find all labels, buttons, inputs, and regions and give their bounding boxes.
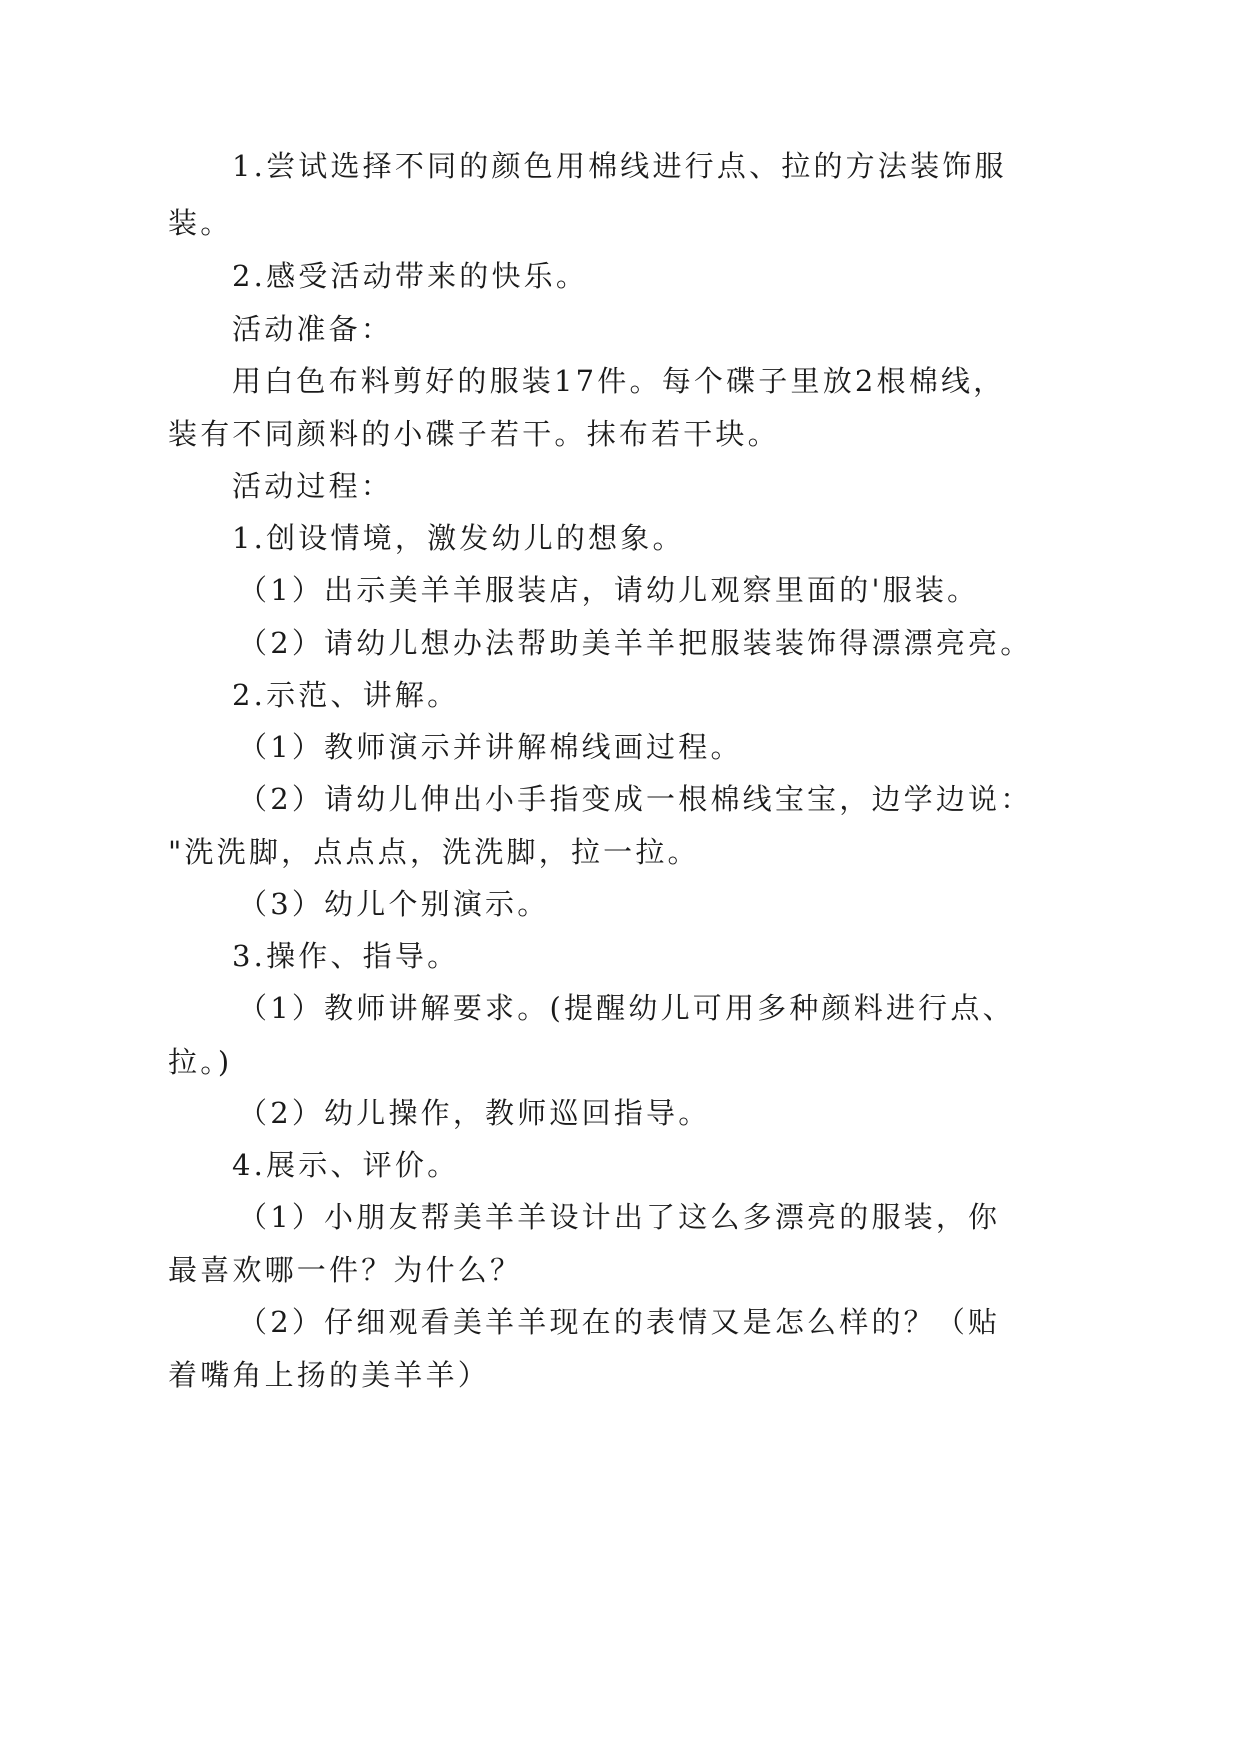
text-line: （2）请幼儿伸出小手指变成一根棉线宝宝，边学边说： (238, 782, 1033, 816)
text-line: 最喜欢哪一件？为什么？ (168, 1253, 523, 1287)
section-heading: 活动准备： (232, 312, 394, 346)
text-line: 2.感受活动带来的快乐。 (232, 259, 589, 293)
text-line: 3.操作、指导。 (232, 939, 460, 973)
text-line: （2）仔细观看美羊羊现在的表情又是怎么样的？（贴 (238, 1305, 1001, 1339)
section-heading: 活动过程： (232, 469, 394, 503)
text-line: 着嘴角上扬的美羊羊） (168, 1358, 491, 1392)
text-line: （2）请幼儿想办法帮助美羊羊把服装装饰得漂漂亮亮。 (238, 626, 1033, 660)
text-line: 拉。) (168, 1045, 233, 1079)
text-line: 装有不同颜料的小碟子若干。抹布若干块。 (168, 417, 780, 451)
text-line: 用白色布料剪好的服装17件。每个碟子里放2根棉线， (232, 364, 1006, 398)
text-line: 1.创设情境，激发幼儿的想象。 (232, 521, 685, 555)
text-line: 4.展示、评价。 (232, 1148, 460, 1182)
text-line: （1）教师讲解要求。(提醒幼儿可用多种颜料进行点、 (238, 991, 1015, 1025)
text-line: 1.尝试选择不同的颜色用棉线进行点、拉的方法装饰服 (232, 149, 1007, 183)
text-line: （1）出示美羊羊服装店，请幼儿观察里面的'服装。 (238, 573, 980, 607)
text-line: 2.示范、讲解。 (232, 678, 460, 712)
text-line: （1）小朋友帮美羊羊设计出了这么多漂亮的服装，你 (238, 1200, 1001, 1234)
text-line: （1）教师演示并讲解棉线画过程。 (238, 730, 743, 764)
text-line: 装。 (168, 206, 233, 240)
text-line: "洗洗脚，点点点，洗洗脚，拉一拉。 (168, 835, 700, 869)
text-line: （3）幼儿个别演示。 (238, 887, 550, 921)
text-line: （2）幼儿操作，教师巡回指导。 (238, 1096, 711, 1130)
